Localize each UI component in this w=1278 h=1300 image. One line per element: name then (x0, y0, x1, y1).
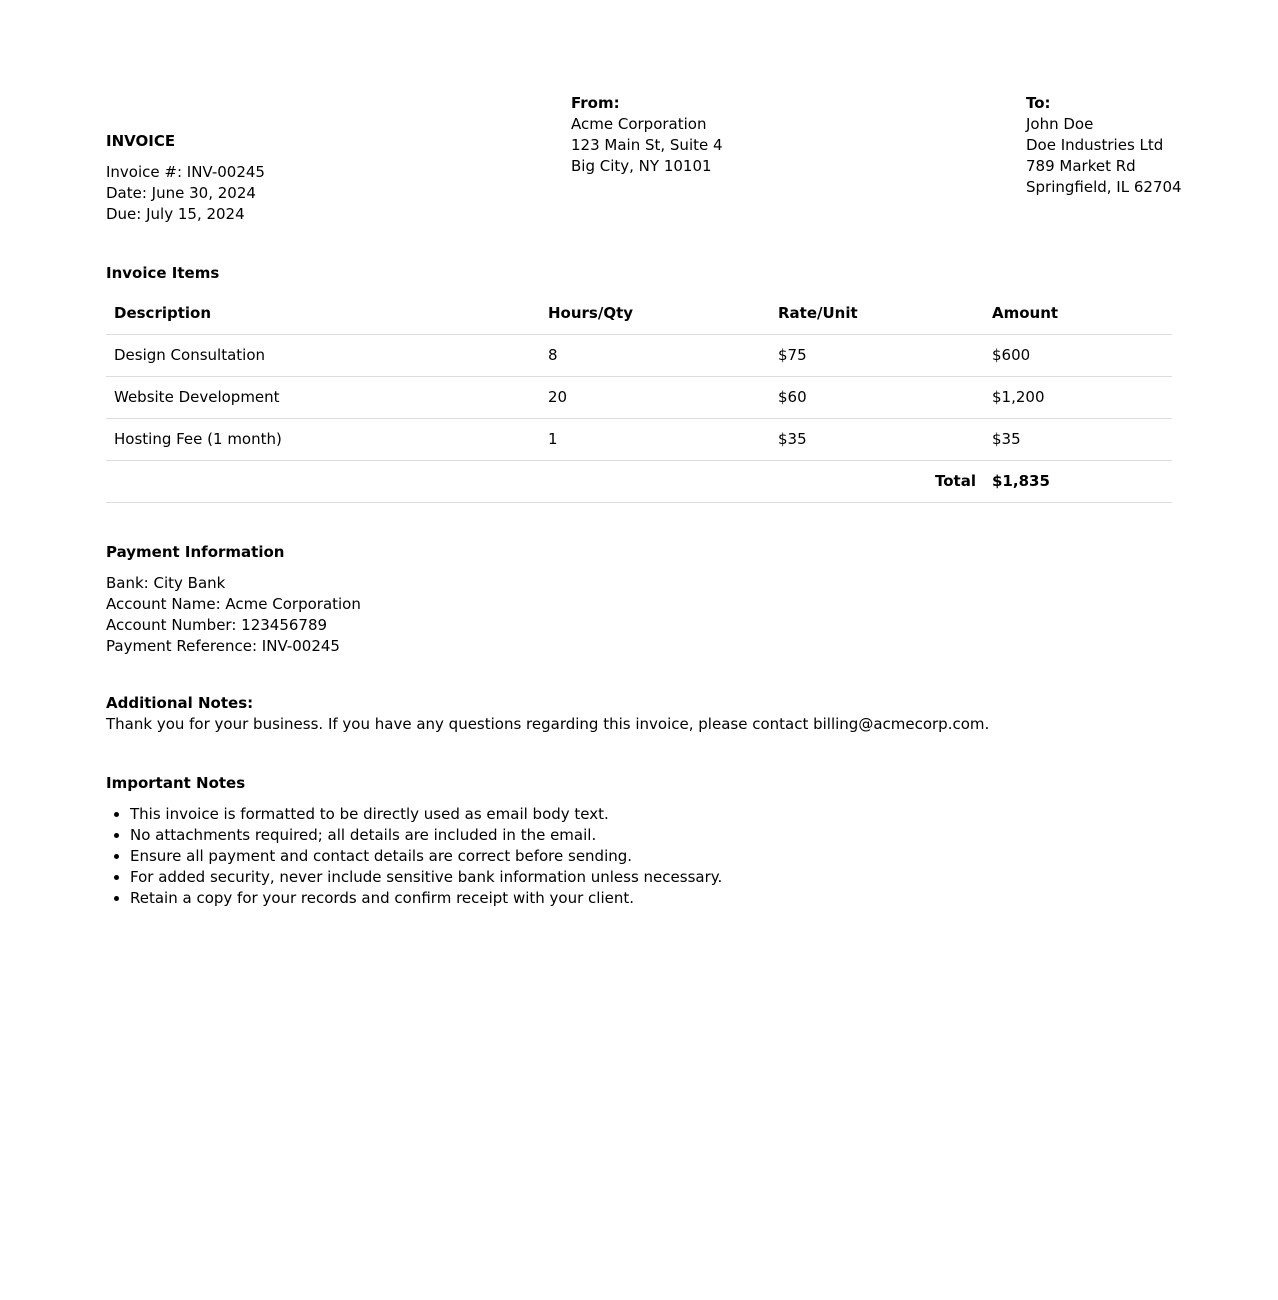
notes-text: Thank you for your business. If you have any questions regarding this invoice, please contact billing@acmecorp.com. (106, 715, 990, 733)
notes-title: Additional Notes: (106, 694, 254, 712)
additional-notes (106, 693, 989, 735)
to-label: To: (1026, 94, 1051, 112)
payment-bank: Bank: City Bank (106, 574, 226, 592)
to-line: Springfield, IL 62704 (1026, 178, 1182, 196)
table-row (106, 335, 1172, 377)
cell-amount: $1,200 (984, 377, 1172, 419)
column-header-quantity: Hours/Qty (540, 293, 770, 335)
payment-title: Payment Information (106, 543, 285, 561)
table-row (106, 377, 1172, 419)
from-line: Acme Corporation (571, 115, 707, 133)
cell-description: Hosting Fee (1 month) (106, 419, 540, 461)
cell-amount: $600 (984, 335, 1172, 377)
cell-amount: $35 (984, 419, 1172, 461)
to-line: 789 Market Rd (1026, 157, 1136, 175)
invoice-number: Invoice #: INV-00245 (106, 163, 265, 181)
invoice-header (106, 131, 265, 225)
list-item: • This invoice is formatted to be directly used as email body text. (130, 804, 722, 825)
important-notes (106, 773, 722, 909)
to-line: Doe Industries Ltd (1026, 136, 1164, 154)
invoice-due-date: Due: July 15, 2024 (106, 205, 245, 223)
table-header-row (106, 293, 1172, 335)
total-label: Total (106, 461, 984, 503)
column-header-rate: Rate/Unit (770, 293, 984, 335)
to-address (1026, 93, 1182, 198)
from-label: From: (571, 94, 620, 112)
cell-quantity: 8 (540, 335, 770, 377)
invoice-items-table (106, 293, 1172, 503)
cell-rate: $60 (770, 377, 984, 419)
table-row (106, 419, 1172, 461)
list-item: • Retain a copy for your records and confirm receipt with your client. (130, 888, 722, 909)
total-row (106, 461, 1172, 503)
payment-account-number: Account Number: 123456789 (106, 616, 328, 634)
from-line: Big City, NY 10101 (571, 157, 712, 175)
to-line: John Doe (1026, 115, 1094, 133)
cell-description: Design Consultation (106, 335, 540, 377)
list-item: • Ensure all payment and contact details are correct before sending. (130, 846, 722, 867)
column-header-description: Description (106, 293, 540, 335)
list-item: • For added security, never include sensitive bank information unless necessary. (130, 867, 722, 888)
important-notes-title: Important Notes (106, 774, 246, 792)
from-address (571, 93, 723, 177)
payment-reference: Payment Reference: INV-00245 (106, 637, 340, 655)
invoice-date: Date: June 30, 2024 (106, 184, 256, 202)
cell-rate: $35 (770, 419, 984, 461)
from-line: 123 Main St, Suite 4 (571, 136, 723, 154)
total-amount: $1,835 (984, 461, 1172, 503)
payment-account-name: Account Name: Acme Corporation (106, 595, 361, 613)
invoice-title: INVOICE (106, 132, 176, 150)
column-header-amount: Amount (984, 293, 1172, 335)
payment-information (106, 542, 361, 657)
invoice-items-title: Invoice Items (106, 264, 220, 282)
cell-quantity: 20 (540, 377, 770, 419)
cell-quantity: 1 (540, 419, 770, 461)
list-item: • No attachments required; all details are included in the email. (130, 825, 722, 846)
cell-description: Website Development (106, 377, 540, 419)
cell-rate: $75 (770, 335, 984, 377)
important-notes-list (106, 804, 722, 909)
